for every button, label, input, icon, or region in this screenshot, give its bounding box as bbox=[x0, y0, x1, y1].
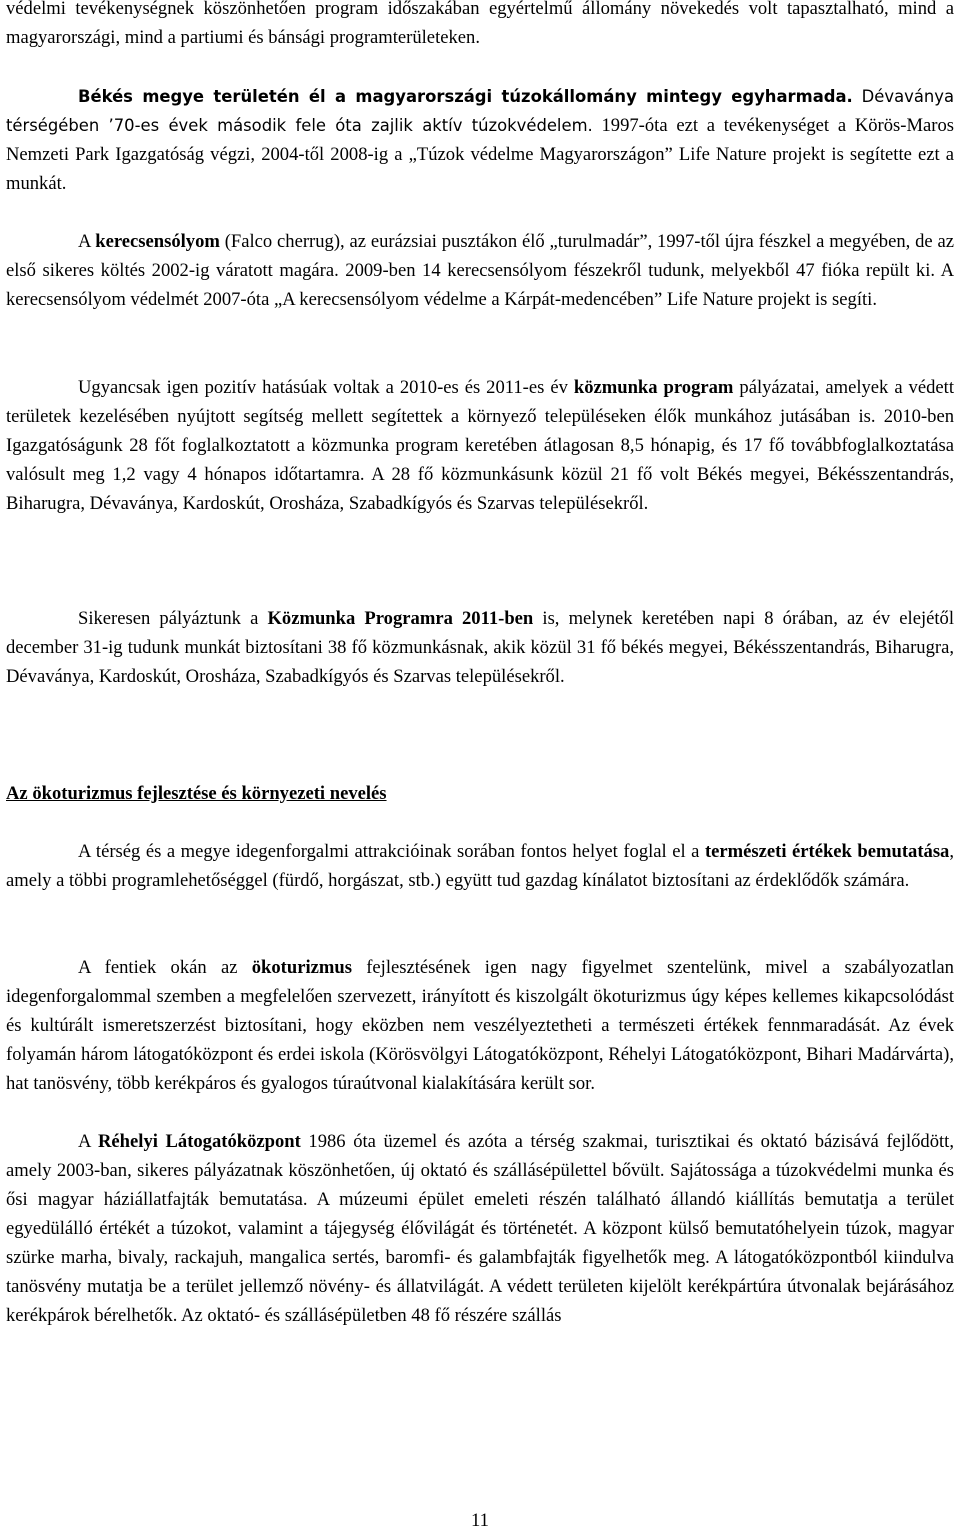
paragraph-natural-values bbox=[6, 837, 954, 895]
bold-phrase: Közmunka Programra 2011-ben bbox=[267, 608, 534, 629]
page-number: 11 bbox=[471, 1510, 489, 1531]
paragraph-text: védelmi tevékenységnek köszönhetően program időszakában egyértelmű állomány növekedés volt tapasztalható, mind a magyarországi, mind a partiumi és bánsági programterületeken. bbox=[6, 0, 954, 48]
paragraph-text: Ugyancsak igen pozitív hatásúak voltak a 2010-es és 2011-es év bbox=[78, 377, 574, 398]
bold-phrase: kerecsensólyom bbox=[95, 231, 220, 252]
paragraph-public-works-2010 bbox=[6, 373, 954, 518]
paragraph-text: pályázatai, amelyek a védett területek kezelésében nyújtott segítség mellett segítettek a környező településeken élők munkához jutásában is. 2010-ben Igazgatóságunk 28 főt foglalkoztatott a közmunka program keretében átlagosan 8,5 hónapig, és 17 fő továbbfoglalkoztatása valósult meg 1,2 vagy 4 hónapos időtartamra. A 28 fő közmunkásunk közül 21 fő volt Békés megyei, Békésszentandrás, Biharugra, Dévaványa, Kardoskút, Orosháza, Szabadkígyós és Szarvas településekről. bbox=[6, 377, 954, 514]
paragraph-text: A térség és a megye idegenforgalmi attrakcióinak sorában fontos helyet foglal el a bbox=[78, 841, 705, 862]
paragraph-text: 1997-óta ezt a tevékenységet a Körös-Maros Nemzeti Park Igazgatóság végzi, 2004-től 2008-ig a „Túzok védelme Magyarországon” Life Nature projekt is segítette ezt a munkát. bbox=[6, 115, 954, 194]
paragraph-text: A bbox=[78, 231, 96, 252]
paragraph-text: is, melynek keretében napi 8 órában, az év elejétől december 31-ig tudunk munkát biztosítani 38 fő közmunkásnak, akik közül 31 fő békés megyei, Békésszentandrás, Biharugra, Dévaványa, Kardoskút, Orosháza, Szabadkígyós és Szarvas településekről. bbox=[6, 608, 954, 687]
paragraph-text: fejlesztésének igen nagy figyelmet szentelünk, mivel a szabályozatlan idegenforgalommal szemben a megfelelően szervezett, irányított és kiszolgált ökoturizmus úgy képes kellemes kikapcsolódást és kultúrált ismeretszerzést biztosítani, hogy eközben nem veszélyeztetheti a természeti értékek fennmaradását. Az évek folyamán három látogatóközpont és erdei iskola (Körösvölgyi Látogatóközpont, Réhelyi Látogatóközpont, Bihari Madárvárta), hat tanösvény, több kerékpáros és gyalogos túraútvonal kialakítására került sor. bbox=[6, 957, 954, 1094]
paragraph-rehely-visitor-center bbox=[6, 1127, 954, 1330]
paragraph-public-works-2011 bbox=[6, 604, 954, 691]
paragraph-text: , amely a többi programlehetőséggel (fürdő, horgászat, stb.) együtt tud gazdag kínálatot biztosítani az érdeklődők számára. bbox=[6, 841, 955, 891]
section-heading-ecotourism: Az ökoturizmus fejlesztése és környezeti nevelés bbox=[6, 783, 387, 804]
paragraph-ecotourism bbox=[6, 953, 954, 1098]
paragraph-great-bustard bbox=[6, 82, 954, 198]
bold-phrase: Réhelyi Látogatóközpont bbox=[98, 1131, 301, 1152]
paragraph-text: A bbox=[78, 1131, 98, 1152]
bold-phrase: természeti értékek bemutatása bbox=[704, 841, 950, 862]
bold-phrase: ökoturizmus bbox=[251, 957, 352, 978]
paragraph-text: Dévaványa térségében ’70-es évek második fele óta zajlik aktív túzokvédelem. bbox=[6, 87, 955, 135]
paragraph-text: 1986 óta üzemel és azóta a térség szakmai, turisztikai és oktató bázisává fejlődött, amely 2003-ban, sikeres pályázatnak köszönhetően, új oktató és szállásépülettel bővült. Sajátossága a túzokvédelmi munka és ősi magyar háziállatfajták bemutatása. A múzeumi épület emeleti részén található állandó kiállítás bemutatja a terület egyedülálló értékét a túzokot, valamint a tájegység élővilágát és történetét. A központ külső bemutatóhelyein túzok, magyar szürke marha, bivaly, rackajuh, mangalica sertés, baromfi- és galambfajták figyelhetők meg. A látogatóközpontból kiindulva tanösvény mutatja be a terület jellemző növény- és állatvilágát. A védett területen kijelölt kerékpártúra útvonalak bejárásához kerékpárok bérelhetők. Az oktató- és szállásépületben 48 fő részére szállás bbox=[6, 1131, 954, 1326]
paragraph-saker-falcon bbox=[6, 227, 954, 314]
paragraph-text: (Falco cherrug), az eurázsiai pusztákon élő „turulmadár”, 1997-től újra fészkel a megyében, de az első sikeres költés 2002-ig váratott magára. 2009-ben 14 kerecsensólyom fészekről tudunk, melyekből 47 fióka repült ki. A kerecsensólyom védelmét 2007-óta „A kerecsensólyom védelme a Kárpát-medencében” Life Nature projekt is segíti. bbox=[6, 231, 954, 310]
bold-phrase: Békés megye területén él a magyarországi túzokállomány mintegy egyharmada. bbox=[78, 87, 853, 106]
paragraph-text: A fentiek okán az bbox=[78, 957, 252, 978]
paragraph-program-results bbox=[6, 0, 954, 52]
paragraph-text: Sikeresen pályáztunk a bbox=[78, 608, 268, 629]
bold-phrase: közmunka program bbox=[573, 377, 734, 398]
